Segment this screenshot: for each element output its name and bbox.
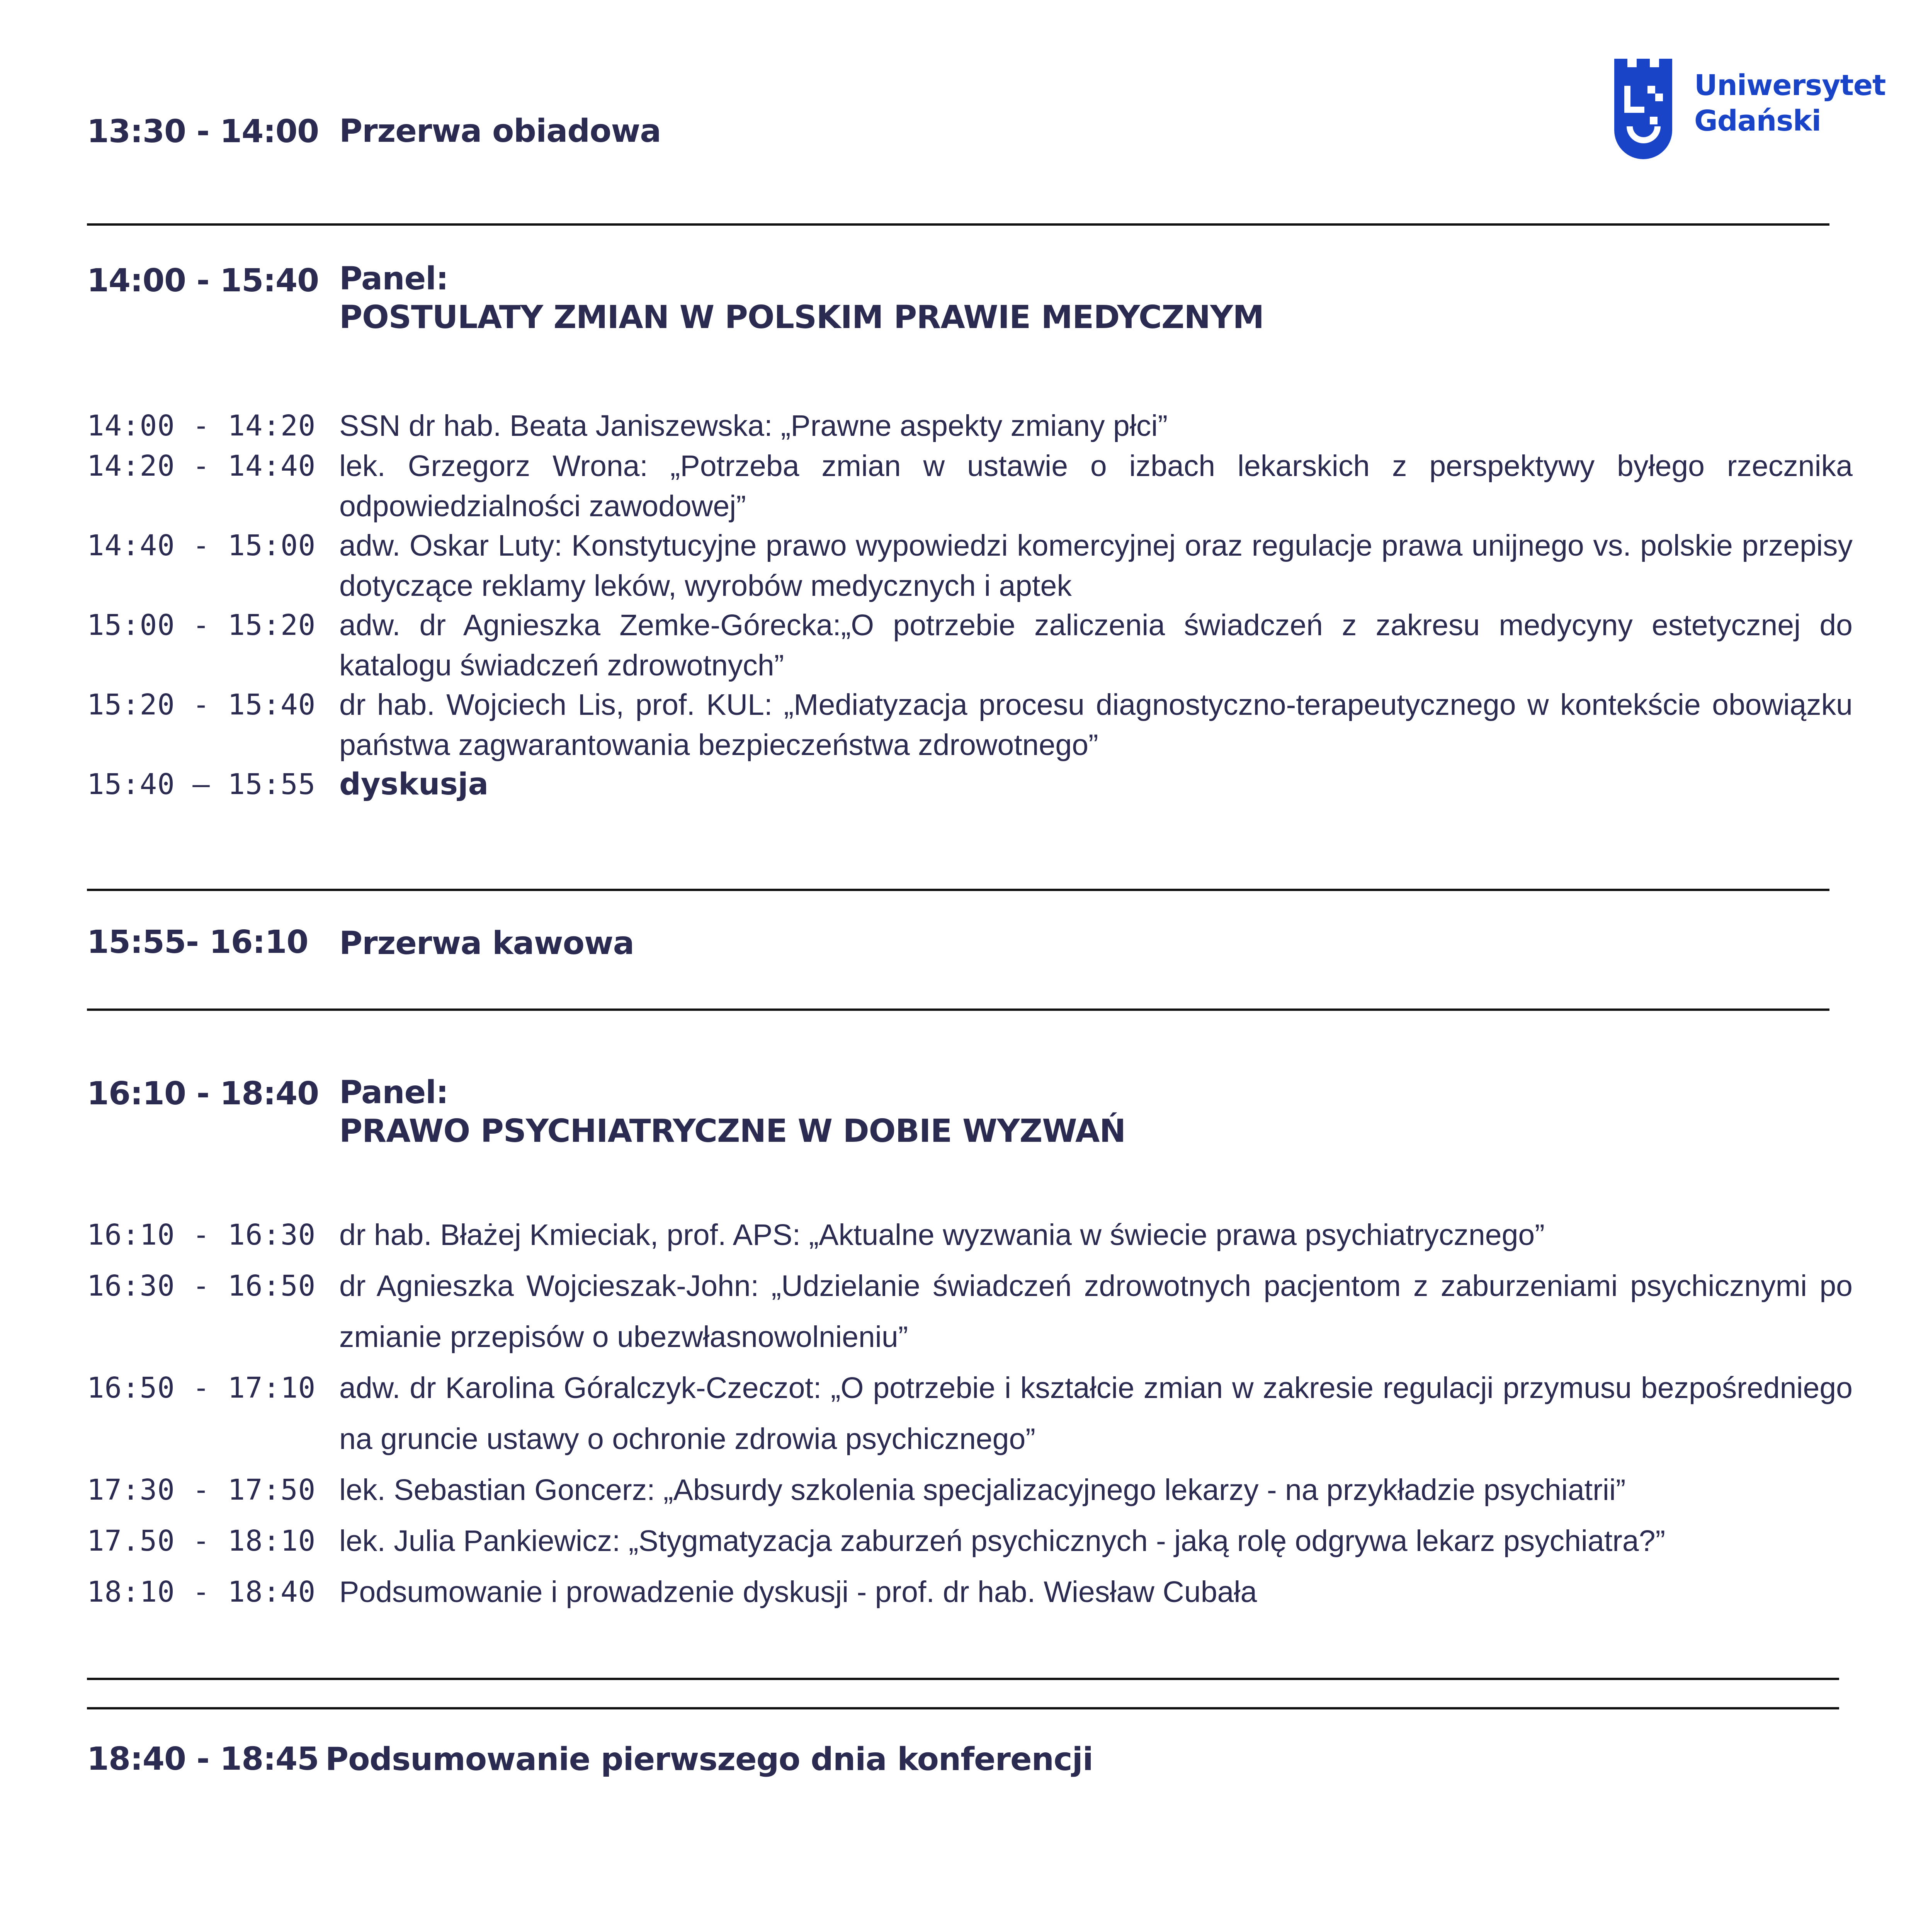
- coffee-break-title: Przerwa kawowa: [339, 925, 634, 962]
- item-time: 15:00 - 15:20: [87, 609, 316, 642]
- item-time: 15:40 – 15:55: [87, 768, 316, 801]
- panel2-time: 16:10 - 18:40: [87, 1075, 319, 1112]
- item-time: 16:30 - 16:50: [87, 1269, 316, 1303]
- item-text: adw. dr Agnieszka Zemke-Górecka:„O potrzebie zaliczenia świadczeń z zakresu medycyny estetycznej do katalogu świadczeń zdrowotnych”: [339, 609, 1853, 682]
- closing-time: 18:40 - 18:45: [87, 1741, 319, 1777]
- divider: [87, 1009, 1829, 1011]
- item-time: 17.50 - 18:10: [87, 1524, 316, 1558]
- item-text: lek. Grzegorz Wrona: „Potrzeba zmian w ustawie o izbach lekarskich z perspektywy byłego rzecznika odpowiedzialności zawodowej”: [339, 449, 1853, 523]
- item-text: dr hab. Wojciech Lis, prof. KUL: „Mediatyzacja procesu diagnostyczno-terapeutycznego w kontekście obowiązku państwa zagwarantowania bezpieczeństwa zdrowotnego”: [339, 688, 1853, 762]
- panel1-title: POSTULATY ZMIAN W POLSKIM PRAWIE MEDYCZNYM: [339, 299, 1264, 336]
- item-text: SSN dr hab. Beata Janiszewska: „Prawne aspekty zmiany płci”: [339, 409, 1168, 442]
- lunch-break-time: 13:30 - 14:00: [87, 113, 319, 150]
- panel1-time: 14:00 - 15:40: [87, 262, 319, 299]
- university-name: [1694, 68, 1885, 139]
- item-text: dyskusja: [339, 767, 489, 802]
- item-text: dr Agnieszka Wojcieszak-John: „Udzielanie świadczeń zdrowotnych pacjentom z zaburzeniami psychicznymi po zmianie przepisów o ubezwłasnowolnieniu”: [339, 1269, 1853, 1354]
- divider: [87, 1707, 1839, 1709]
- closing-title: Podsumowanie pierwszego dnia konferencji: [325, 1741, 1093, 1778]
- university-name-line1: Uniwersytet: [1694, 69, 1886, 102]
- item-time: 18:10 - 18:40: [87, 1575, 316, 1609]
- item-text: dr hab. Błażej Kmieciak, prof. APS: „Aktualne wyzwania w świecie prawa psychiatrycznego”: [339, 1218, 1545, 1252]
- item-text: adw. Oskar Luty: Konstytucyjne prawo wypowiedzi komercyjnej oraz regulacje prawa unijnego vs. polskie przepisy dotyczące reklamy leków, wyrobów medycznych i aptek: [339, 529, 1853, 602]
- panel2-label: Panel:: [339, 1074, 449, 1111]
- item-time: 15:20 - 15:40: [87, 688, 316, 721]
- university-logo: [1614, 59, 1916, 163]
- coffee-break-time: 15:55- 16:10: [87, 924, 308, 961]
- item-time: 14:20 - 14:40: [87, 449, 316, 483]
- divider: [87, 1678, 1839, 1680]
- item-time: 14:00 - 14:20: [87, 409, 316, 442]
- item-text: adw. dr Karolina Góralczyk-Czeczot: „O potrzebie i kształcie zmian w zakresie regulacji przymusu bezpośredniego na gruncie ustawy o ochronie zdrowia psychicznego”: [339, 1371, 1853, 1456]
- panel1-heading: [339, 260, 1264, 337]
- item-time: 17:30 - 17:50: [87, 1473, 316, 1507]
- item-time: 14:40 - 15:00: [87, 529, 316, 562]
- item-text: lek. Julia Pankiewicz: „Stygmatyzacja zaburzeń psychicznych - jaką rolę odgrywa lekarz psychiatra?”: [339, 1524, 1666, 1558]
- item-time: 16:50 - 17:10: [87, 1371, 316, 1405]
- university-name-line2: Gdański: [1694, 104, 1821, 138]
- panel1-label: Panel:: [339, 260, 449, 297]
- lunch-break-title: Przerwa obiadowa: [339, 113, 661, 150]
- panel2-title: PRAWO PSYCHIATRYCZNE W DOBIE WYZWAŃ: [339, 1113, 1126, 1150]
- university-crest-icon: [1614, 59, 1672, 160]
- item-text: Podsumowanie i prowadzenie dyskusji - prof. dr hab. Wiesław Cubała: [339, 1575, 1257, 1609]
- item-time: 16:10 - 16:30: [87, 1218, 316, 1252]
- panel2-heading: [339, 1073, 1125, 1151]
- divider: [87, 223, 1829, 226]
- item-text: lek. Sebastian Goncerz: „Absurdy szkolenia specjalizacyjnego lekarzy - na przykładzie psychiatrii”: [339, 1473, 1626, 1507]
- divider: [87, 889, 1829, 891]
